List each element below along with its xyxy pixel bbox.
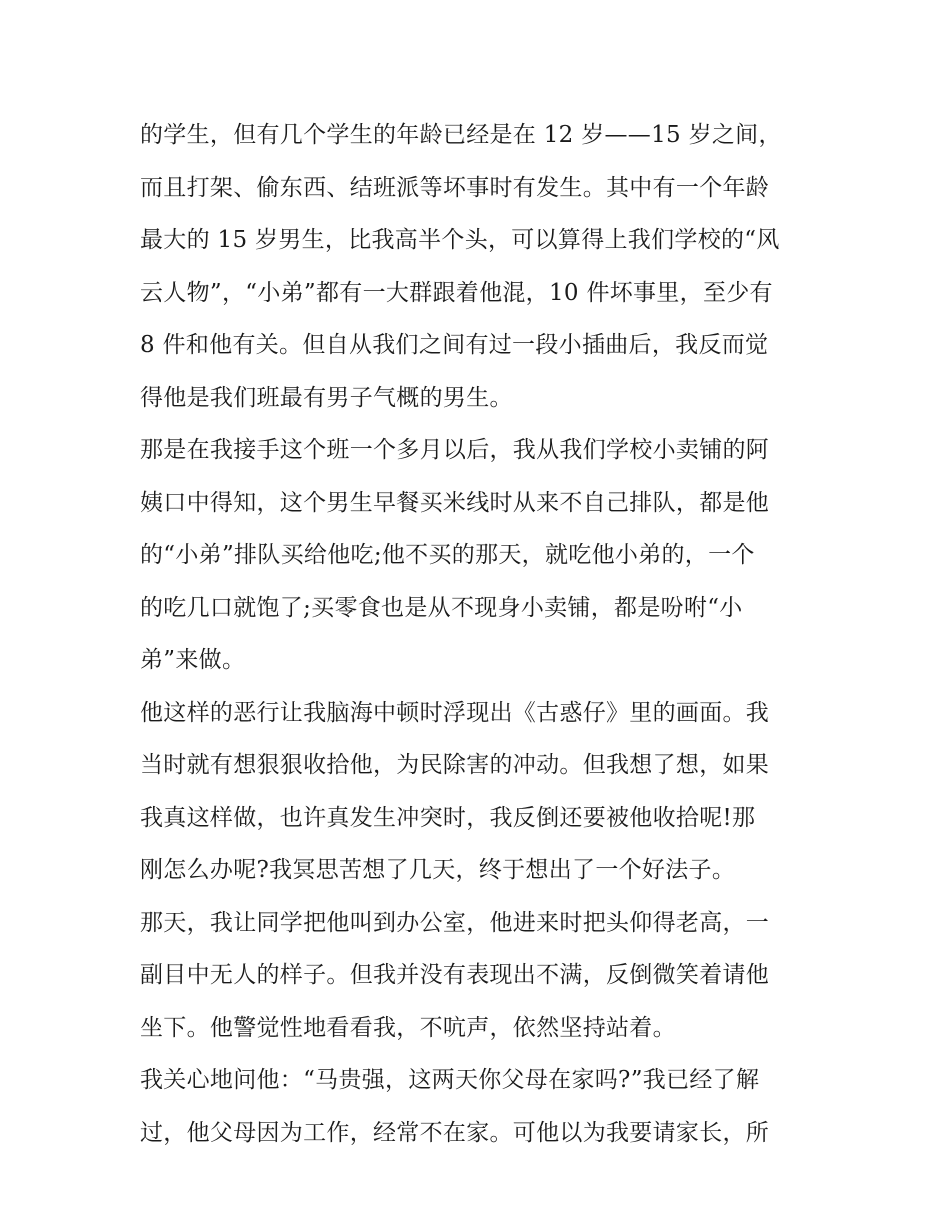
text-line: 姨口中得知，这个男生早餐买米线时从来不自己排队，都是他 xyxy=(140,489,770,516)
text-line: 那天，我让同学把他叫到办公室，他进来时把头仰得老高，一 xyxy=(140,909,770,936)
text-line: 他这样的恶行让我脑海中顿时浮现出《古惑仔》里的画面。我 xyxy=(140,699,770,726)
text-line: 最大的 15 岁男生，比我高半个头，可以算得上我们学校的“风 xyxy=(140,227,780,253)
text-line: 得他是我们班最有男子气概的男生。 xyxy=(140,384,513,411)
text-line: 云人物”，“小弟”都有一大群跟着他混，10 件坏事里，至少有 xyxy=(140,279,773,306)
text-line: 我关心地问他：“马贵强，这两天你父母在家吗?”我已经了解 xyxy=(140,1067,760,1093)
text-line: 而且打架、偷东西、结班派等坏事时有发生。其中有一个年龄 xyxy=(140,174,770,201)
text-line: 刚怎么办呢?我冥思苦想了几天，终于想出了一个好法子。 xyxy=(140,857,736,883)
text-line: 坐下。他警觉性地看看我，不吭声，依然坚持站着。 xyxy=(140,1014,676,1041)
text-line: 我真这样做，也许真发生冲突时，我反倒还要被他收拾呢!那 xyxy=(140,804,756,831)
text-line: 的“小弟”排队买给他吃;他不买的那天，就吃他小弟的，一个 xyxy=(140,542,755,568)
text-line: 弟”来做。 xyxy=(140,647,246,673)
document-body xyxy=(140,109,820,1159)
text-line: 的吃几口就饱了;买零食也是从不现身小卖铺，都是吩咐“小 xyxy=(140,594,743,621)
text-line: 副目中无人的样子。但我并没有表现出不满，反倒微笑着请他 xyxy=(140,962,770,988)
text-line: 的学生，但有几个学生的年龄已经是在 12 岁——15 岁之间， xyxy=(140,122,782,148)
text-line: 过，他父母因为工作，经常不在家。可他以为我要请家长，所 xyxy=(140,1119,770,1146)
text-line: 8 件和他有关。但自从我们之间有过一段小插曲后，我反而觉 xyxy=(140,332,769,358)
text-line: 当时就有想狠狠收拾他，为民除害的冲动。但我想了想，如果 xyxy=(140,752,770,778)
text-line: 那是在我接手这个班一个多月以后，我从我们学校小卖铺的阿 xyxy=(140,437,770,463)
